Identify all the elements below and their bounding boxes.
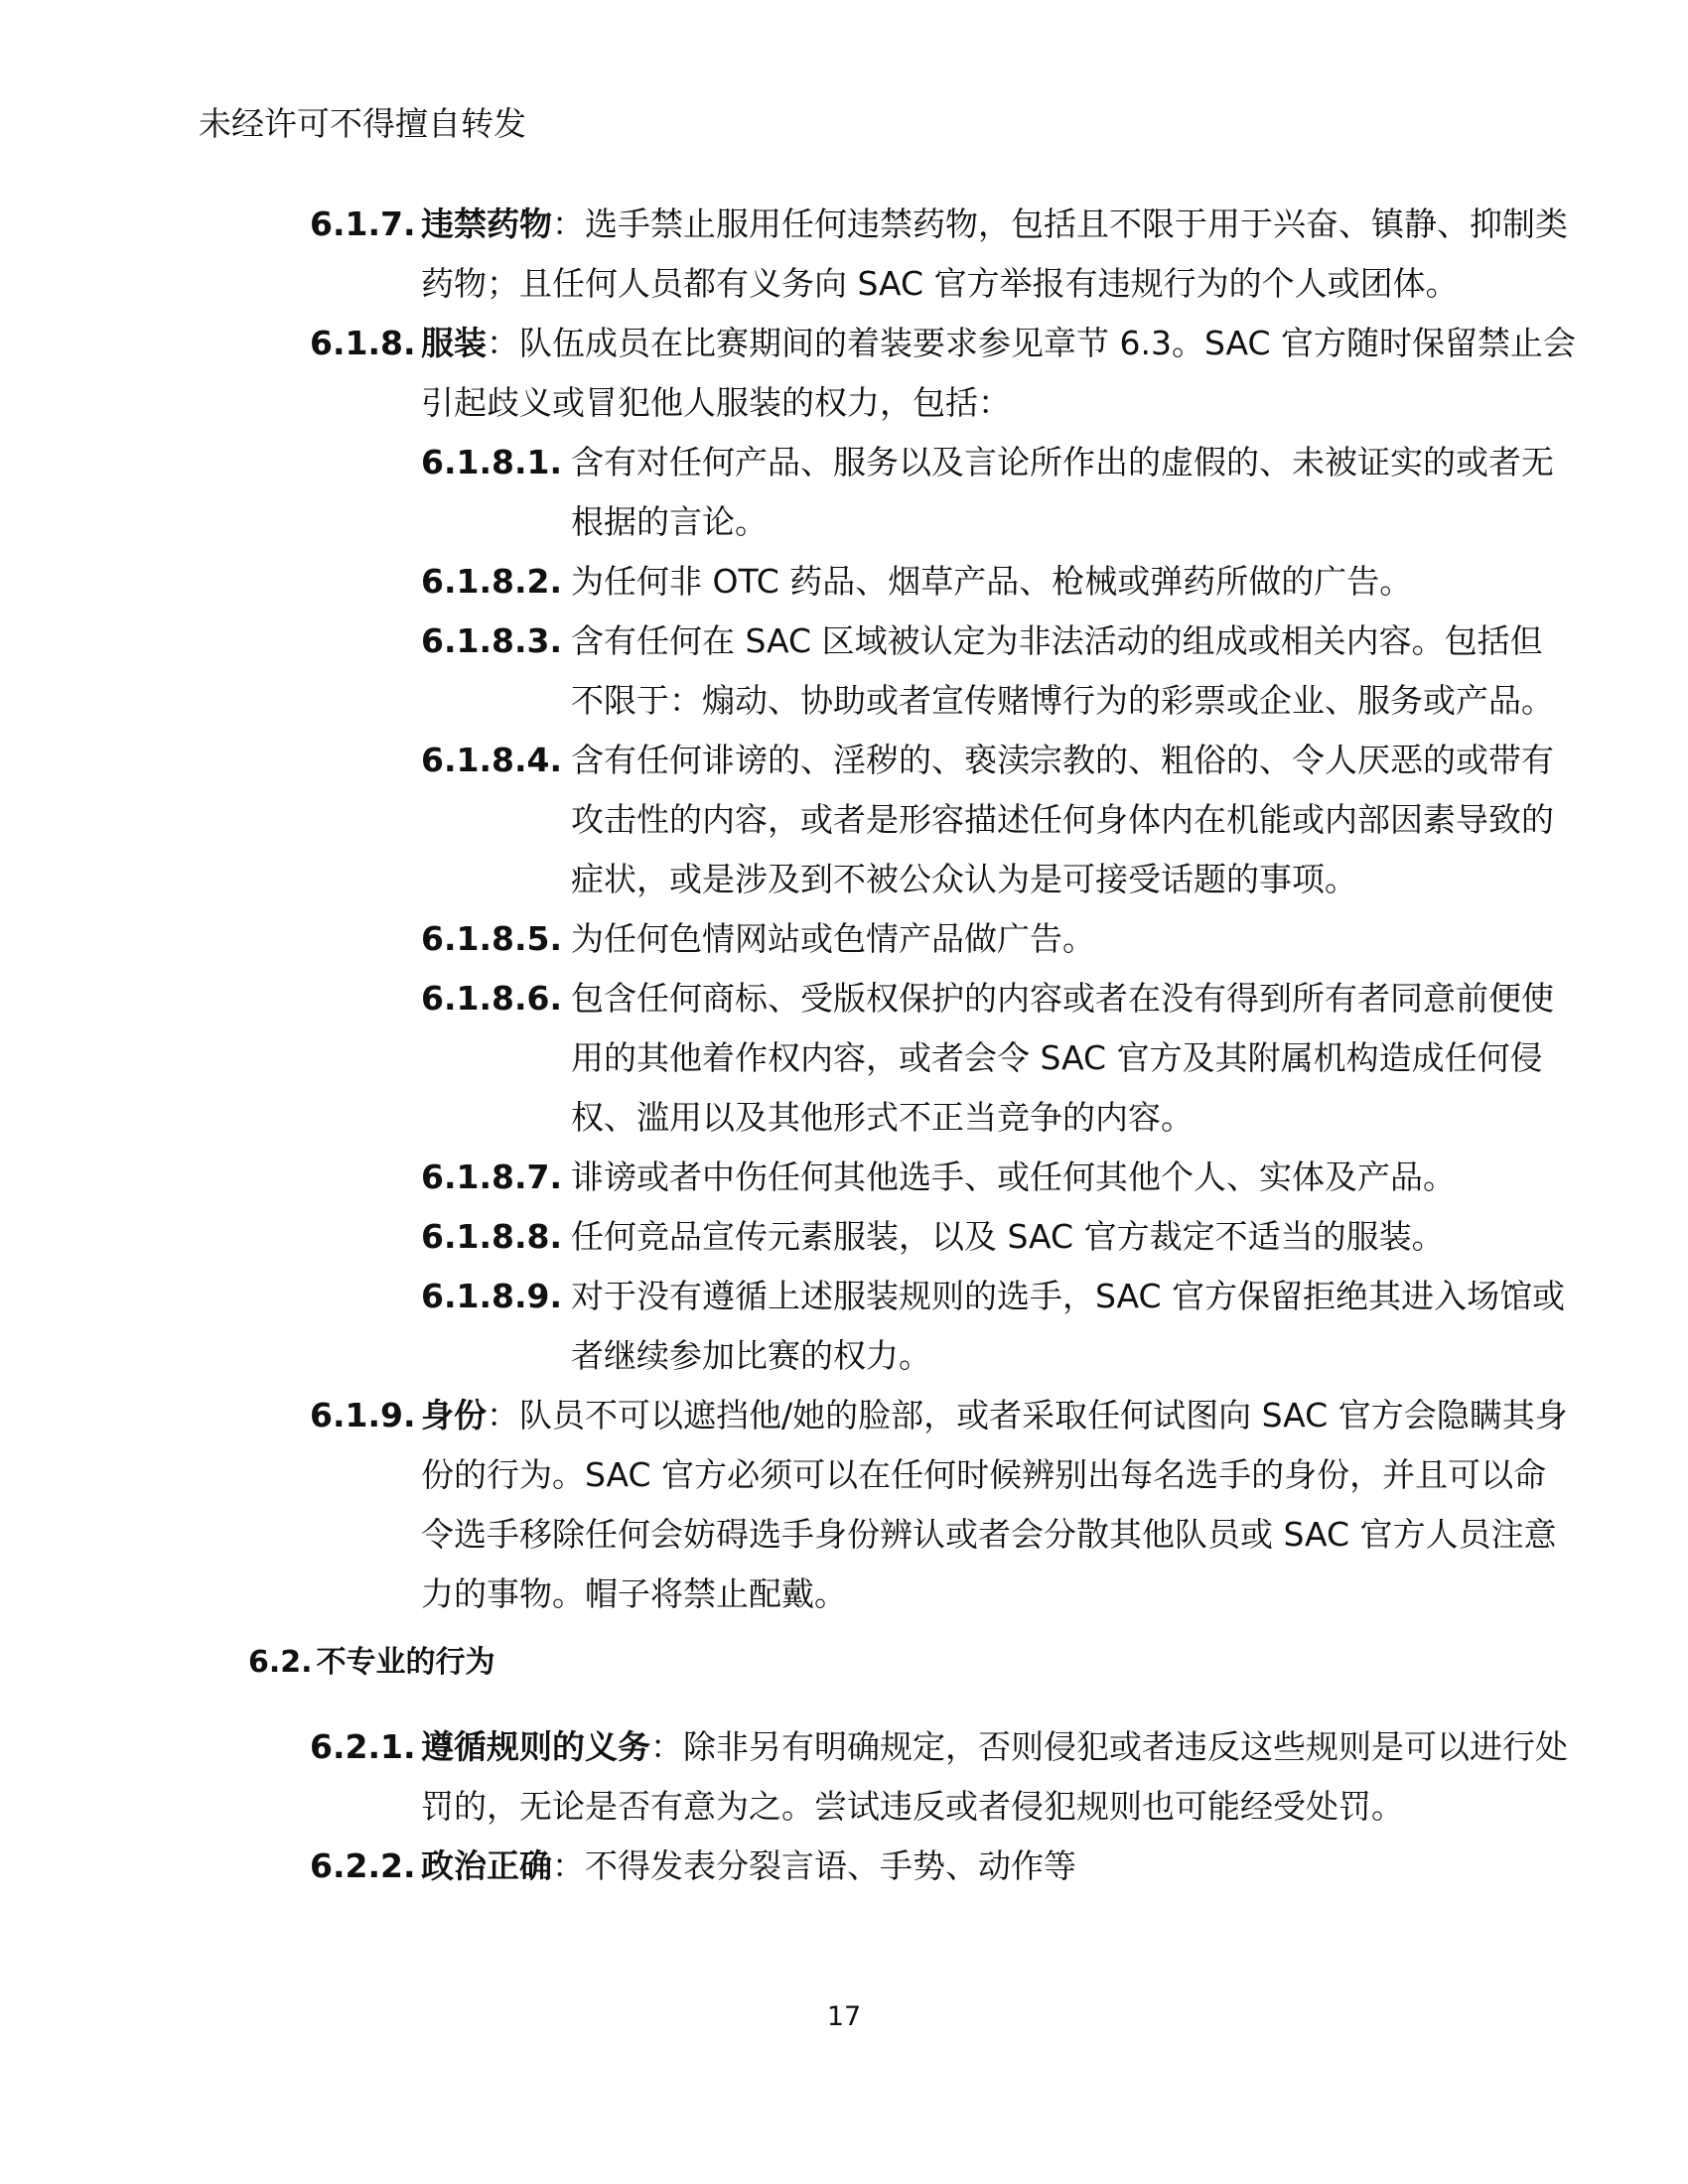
- item-text: [571, 433, 1554, 552]
- item-number: 6.1.8.2.: [421, 562, 562, 601]
- item-number: 6.1.7.: [310, 205, 416, 243]
- item-text: [571, 909, 1095, 969]
- item-line: 不限于：煽动、协助或者宣传赌博行为的彩票或企业、服务或产品。: [571, 681, 1554, 720]
- item-number: 6.1.8.7.: [421, 1158, 562, 1196]
- item-line: 攻击性的内容，或者是形容描述任何身体内在机能或内部因素导致的: [571, 800, 1554, 839]
- item-text: [421, 1717, 1568, 1837]
- item-line: 罚的，无论是否有意为之。尝试违反或者侵犯规则也可能经受处罚。: [421, 1787, 1404, 1826]
- item-text: [571, 612, 1554, 731]
- item-text: [571, 731, 1554, 909]
- item-number: 6.1.8.1.: [421, 443, 562, 481]
- item-number: 6.1.8.4.: [421, 741, 562, 779]
- item-term: 身份: [421, 1396, 487, 1434]
- item-number: 6.1.8.9.: [421, 1277, 562, 1315]
- item-line: 力的事物。帽子将禁止配戴。: [421, 1574, 847, 1613]
- item-line: 权、滥用以及其他形式不正当竞争的内容。: [571, 1098, 1194, 1137]
- item-number: 6.1.8.: [310, 324, 416, 362]
- item-line: 诽谤或者中伤任何其他选手、或任何其他个人、实体及产品。: [571, 1158, 1456, 1196]
- item-number: 6.1.8.6.: [421, 979, 562, 1018]
- item-text: [571, 969, 1554, 1148]
- item-text: [421, 1837, 1076, 1896]
- item-line: 药物；且任何人员都有义务向 SAC 官方举报有违规行为的个人或团体。: [421, 264, 1459, 303]
- item-number: 6.2.2.: [310, 1846, 416, 1885]
- item-term: 服装: [421, 324, 487, 362]
- page-number: 17: [826, 2001, 862, 2032]
- item-line: 根据的言论。: [571, 502, 768, 541]
- item-term: 遵循规则的义务: [421, 1727, 650, 1766]
- item-line: 令选手移除任何会妨碍选手身份辨认或者会分散其他队员或 SAC 官方人员注意: [421, 1515, 1557, 1554]
- item-line: 用的其他着作权内容，或者会令 SAC 官方及其附属机构造成任何侵: [571, 1038, 1543, 1077]
- item-text: [571, 1148, 1456, 1207]
- item-line: 含有任何在 SAC 区域被认定为非法活动的组成或相关内容。包括但: [571, 621, 1543, 660]
- section-number: 6.2.: [248, 1645, 313, 1680]
- item-text: [421, 1386, 1568, 1624]
- item-line: 为任何非 OTC 药品、烟草产品、枪械或弹药所做的广告。: [571, 562, 1413, 601]
- item-number: 6.1.8.8.: [421, 1217, 562, 1256]
- item-line: 引起歧义或冒犯他人服装的权力，包括：: [421, 383, 1011, 422]
- item-text: [571, 1267, 1565, 1386]
- item-line: 份的行为。SAC 官方必须可以在任何时候辨别出每名选手的身份，并且可以命: [421, 1455, 1547, 1494]
- item-text: [421, 195, 1568, 314]
- item-line: ：选手禁止服用任何违禁药物，包括且不限于用于兴奋、镇静、抑制类: [552, 205, 1568, 243]
- item-line: ：除非另有明确规定，否则侵犯或者违反这些规则是可以进行处: [650, 1727, 1568, 1766]
- item-text: [571, 1207, 1445, 1267]
- section-heading: [248, 1641, 495, 1685]
- item-number: 6.1.9.: [310, 1396, 416, 1434]
- item-line: 含有对任何产品、服务以及言论所作出的虚假的、未被证实的或者无: [571, 443, 1554, 481]
- item-line: 者继续参加比赛的权力。: [571, 1336, 931, 1375]
- item-line: 为任何色情网站或色情产品做广告。: [571, 919, 1095, 958]
- item-text: [421, 314, 1576, 433]
- item-term: 政治正确: [421, 1846, 552, 1885]
- item-line: 含有任何诽谤的、淫秽的、亵渎宗教的、粗俗的、令人厌恶的或带有: [571, 741, 1554, 779]
- item-number: 6.1.8.5.: [421, 919, 562, 958]
- item-line: ：队员不可以遮挡他/她的脸部，或者采取任何试图向 SAC 官方会隐瞒其身: [487, 1396, 1568, 1434]
- item-number: 6.1.8.3.: [421, 621, 562, 660]
- item-line: 包含任何商标、受版权保护的内容或者在没有得到所有者同意前便使: [571, 979, 1554, 1018]
- section-title: 不专业的行为: [316, 1645, 495, 1680]
- item-term: 违禁药物: [421, 205, 552, 243]
- item-number: 6.2.1.: [310, 1727, 416, 1766]
- item-text: [571, 552, 1412, 612]
- item-line: 对于没有遵循上述服装规则的选手，SAC 官方保留拒绝其进入场馆或: [571, 1277, 1566, 1315]
- header-note: 未经许可不得擅自转发: [199, 104, 526, 143]
- item-line: ：不得发表分裂言语、手势、动作等: [552, 1846, 1076, 1885]
- item-line: 症状，或是涉及到不被公众认为是可接受话题的事项。: [571, 860, 1357, 898]
- item-line: 任何竞品宣传元素服装，以及 SAC 官方裁定不适当的服装。: [571, 1217, 1445, 1256]
- item-line: ：队伍成员在比赛期间的着装要求参见章节 6.3。SAC 官方随时保留禁止会: [487, 324, 1577, 362]
